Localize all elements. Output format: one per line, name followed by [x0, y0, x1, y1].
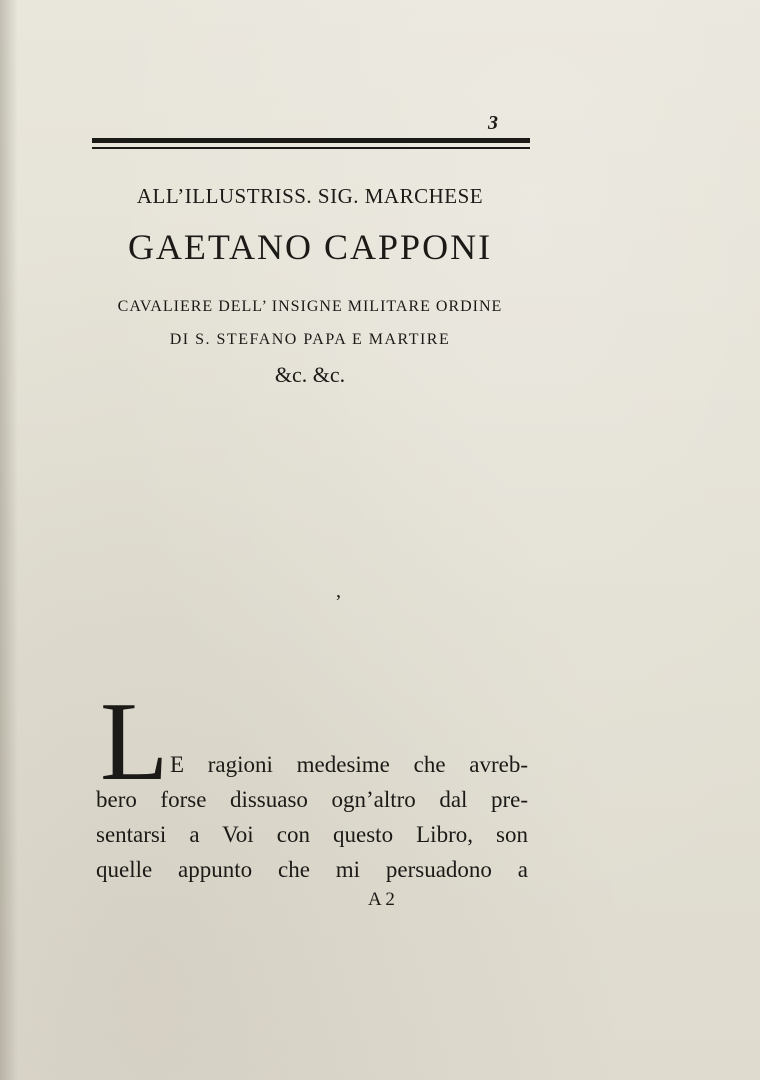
- header-rule-thin: [92, 147, 530, 149]
- dedication-line-3: CAVALIERE DELL’ INSIGNE MILITARE ORDINE: [117, 298, 503, 315]
- body-line-1: E ragioni medesime che avreb-: [170, 752, 528, 777]
- dedication-line-1: ALL’ILLUSTRISS. SIG. MARCHESE: [136, 184, 484, 208]
- dedicatee-name: GAETANO CAPPONI: [127, 227, 493, 267]
- body-line-2: bero forse dissuaso ogn’altro dal pre-: [96, 787, 528, 812]
- dedication-line-4: DI S. STEFANO PAPA E MARTIRE: [169, 331, 451, 348]
- page-number: 3: [488, 112, 498, 134]
- body-line-4: quelle appunto che mi persuadono a: [96, 857, 528, 882]
- stray-mark: ,: [336, 580, 341, 602]
- drop-cap: L: [100, 680, 169, 804]
- page-edge-shadow: [0, 0, 18, 1080]
- dedication-line-5: &c. &c.: [274, 362, 346, 387]
- signature-mark: A 2: [368, 889, 395, 910]
- body-line-3: sentarsi a Voi con questo Libro, son: [96, 822, 528, 847]
- header-rule-thick: [92, 138, 530, 143]
